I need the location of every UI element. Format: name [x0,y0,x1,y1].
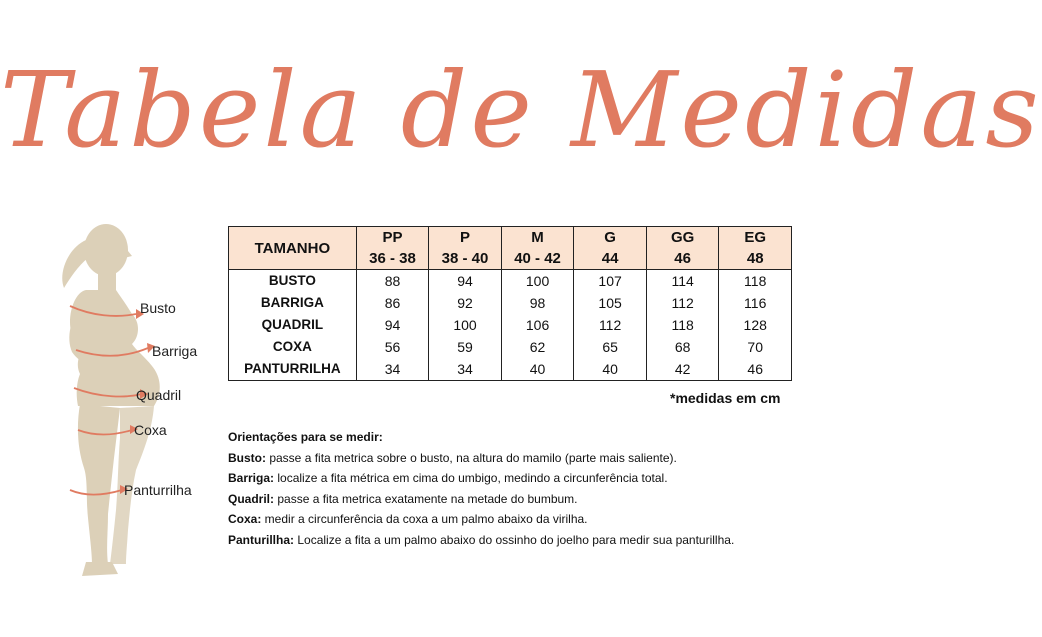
instruction-item [228,489,828,510]
table-cell: 62 [501,336,574,358]
table-cell: 118 [719,270,792,293]
table-cell: 86 [356,292,429,314]
header-tamanho: TAMANHO [229,227,357,270]
table-cell: 112 [574,314,647,336]
table-row [229,358,792,381]
instruction-text: localize a fita métrica em cima do umbigo, medindo a circunferência total. [274,471,668,485]
label-coxa: Coxa [134,422,167,438]
table-row [229,292,792,314]
table-cell: 114 [646,270,719,293]
instruction-term: Coxa: [228,512,262,526]
size-range: 46 [674,250,691,267]
size-code: EG [744,229,767,246]
instruction-item [228,509,828,530]
table-cell: 94 [356,314,429,336]
instruction-item [228,530,828,551]
size-code: P [460,229,471,246]
instruction-text: medir a circunferência da coxa a um palmo abaixo da virilha. [261,512,588,526]
table-cell: 100 [501,270,574,293]
label-barriga: Barriga [152,343,198,359]
table-header-row [229,227,792,270]
table-cell: 112 [646,292,719,314]
instruction-term: Barriga: [228,471,275,485]
size-code: G [604,229,616,246]
size-range: 44 [601,250,619,267]
table-cell: 34 [356,358,429,381]
label-busto: Busto [140,300,176,316]
measuring-instructions [228,427,828,550]
header-gg [646,227,719,270]
table-cell: 56 [356,336,429,358]
size-range: 38 - 40 [441,250,489,267]
instructions-heading: Orientações para se medir: [228,430,383,444]
size-code: M [531,229,544,246]
table-cell: 107 [574,270,647,293]
table-cell: 42 [646,358,719,381]
pregnant-body-silhouette [36,218,226,582]
table-cell: 59 [429,336,502,358]
table-cell: 40 [501,358,574,381]
table-cell: 34 [429,358,502,381]
header-m [501,227,574,270]
size-code: PP [382,229,403,246]
instruction-text: Localize a fita a um palmo abaixo do ossinho do joelho para medir sua panturillha. [294,532,735,547]
size-code: GG [670,229,695,246]
row-label: QUADRIL [229,314,357,336]
instruction-term: Quadril: [228,491,275,506]
row-label: COXA [229,336,357,358]
size-range: 40 - 42 [514,250,561,267]
header-g [574,227,647,270]
instruction-term: Panturillha: [228,532,295,547]
table-cell: 98 [501,292,574,314]
header-p [429,227,502,270]
header-pp [356,227,429,270]
row-label: BARRIGA [229,292,357,314]
table-cell: 128 [719,314,792,336]
page-title: Tabela de Medidas [0,49,1042,171]
table-row [229,314,792,336]
row-label: BUSTO [229,270,357,293]
table-cell: 106 [501,314,574,336]
table-cell: 46 [719,358,792,381]
size-table [228,226,792,381]
table-cell: 40 [574,358,647,381]
label-panturrilha: Panturrilha [124,482,192,498]
table-cell: 118 [646,314,719,336]
size-range: 48 [746,250,764,267]
header-eg [719,227,792,270]
table-row [229,270,792,293]
table-cell: 68 [646,336,719,358]
size-range: 36 - 38 [369,250,416,267]
units-note: *medidas em cm [670,390,781,406]
instruction-text: passe a fita metrica exatamente na metade do bumbum. [274,491,578,506]
table-cell: 94 [429,270,502,293]
table-cell: 100 [429,314,502,336]
instruction-item [228,448,828,469]
label-quadril: Quadril [136,387,182,403]
table-cell: 88 [356,270,429,293]
instruction-term: Busto: [228,450,266,465]
table-cell: 116 [719,292,792,314]
row-label: PANTURRILHA [229,358,357,381]
table-cell: 92 [429,292,502,314]
table-cell: 65 [574,336,647,358]
table-row [229,336,792,358]
table-cell: 70 [719,336,792,358]
table-cell: 105 [574,292,647,314]
instruction-text: passe a fita metrica sobre o busto, na altura do mamilo (parte mais saliente). [266,450,677,465]
instruction-item [228,468,828,489]
